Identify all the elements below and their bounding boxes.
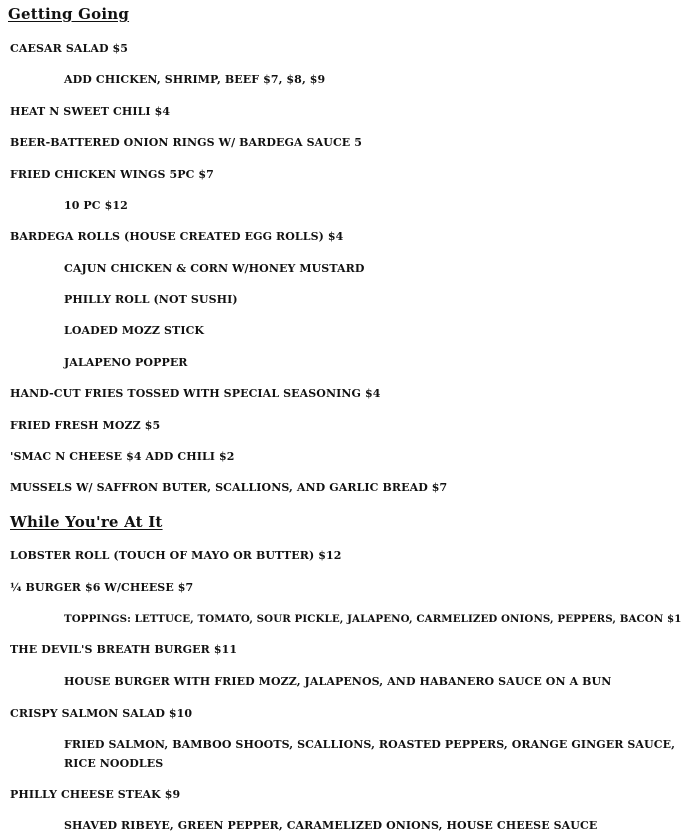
- menu-item-philly-cheese-steak-description: SHAVED RIBEYE, GREEN PEPPER, CARAMELIZED ONIONS, HOUSE CHEESE SAUCE: [64, 819, 598, 832]
- menu-item-mussels: MUSSELS W/ SAFFRON BUTER, SCALLIONS, AND GARLIC BREAD $7: [10, 481, 448, 494]
- menu-item-devils-breath-burger: THE DEVIL'S BREATH BURGER $11: [10, 643, 238, 656]
- section-heading-while-youre-at-it: While You're At It: [10, 513, 163, 531]
- menu-item-fried-mozz: FRIED FRESH MOZZ $5: [10, 419, 161, 432]
- menu-item-heat-n-sweet-chili: HEAT N SWEET CHILI $4: [10, 105, 171, 118]
- menu-item-hand-cut-fries: HAND-CUT FRIES TOSSED WITH SPECIAL SEASONING $4: [10, 387, 381, 400]
- menu-item-smac-n-cheese: 'SMAC N CHEESE $4 ADD CHILI $2: [10, 450, 235, 463]
- menu-item-caesar-addons: ADD CHICKEN, SHRIMP, BEEF $7, $8, $9: [64, 73, 326, 86]
- menu-item-roll-jalapeno-popper: JALAPENO POPPER: [64, 356, 188, 369]
- menu-item-caesar-salad: CAESAR SALAD $5: [10, 42, 129, 55]
- menu-item-philly-cheese-steak: PHILLY CHEESE STEAK $9: [10, 788, 181, 801]
- menu-item-roll-philly: PHILLY ROLL (NOT SUSHI): [64, 293, 238, 306]
- section-heading-getting-going: Getting Going: [8, 5, 130, 23]
- menu-item-roll-mozz-stick: LOADED MOZZ STICK: [64, 324, 205, 337]
- menu-item-chicken-wings: FRIED CHICKEN WINGS 5PC $7: [10, 168, 214, 181]
- menu-item-lobster-roll: LOBSTER ROLL (TOUCH OF MAYO OR BUTTER) $12: [10, 549, 342, 562]
- menu-item-crispy-salmon-salad: CRISPY SALMON SALAD $10: [10, 707, 193, 720]
- menu-item-quarter-burger: ¼ BURGER $6 W/CHEESE $7: [10, 581, 194, 594]
- menu-item-chicken-wings-10pc: 10 PC $12: [64, 199, 128, 212]
- menu-item-roll-cajun-chicken: CAJUN CHICKEN & CORN W/HONEY MUSTARD: [64, 262, 365, 275]
- menu-item-bardega-rolls: BARDEGA ROLLS (HOUSE CREATED EGG ROLLS) $4: [10, 230, 344, 243]
- menu-item-burger-toppings: TOPPINGS: LETTUCE, TOMATO, SOUR PICKLE, JALAPENO, CARMELIZED ONIONS, PEPPERS, BACON $1: [64, 613, 682, 625]
- menu-item-devils-breath-description: HOUSE BURGER WITH FRIED MOZZ, JALAPENOS, AND HABANERO SAUCE ON A BUN: [64, 675, 612, 688]
- menu-item-crispy-salmon-description: FRIED SALMON, BAMBOO SHOOTS, SCALLIONS, ROASTED PEPPERS, ORANGE GINGER SAUCE, RICE NOODLES: [64, 738, 676, 770]
- menu-item-onion-rings: BEER-BATTERED ONION RINGS W/ BARDEGA SAUCE 5: [10, 136, 362, 149]
